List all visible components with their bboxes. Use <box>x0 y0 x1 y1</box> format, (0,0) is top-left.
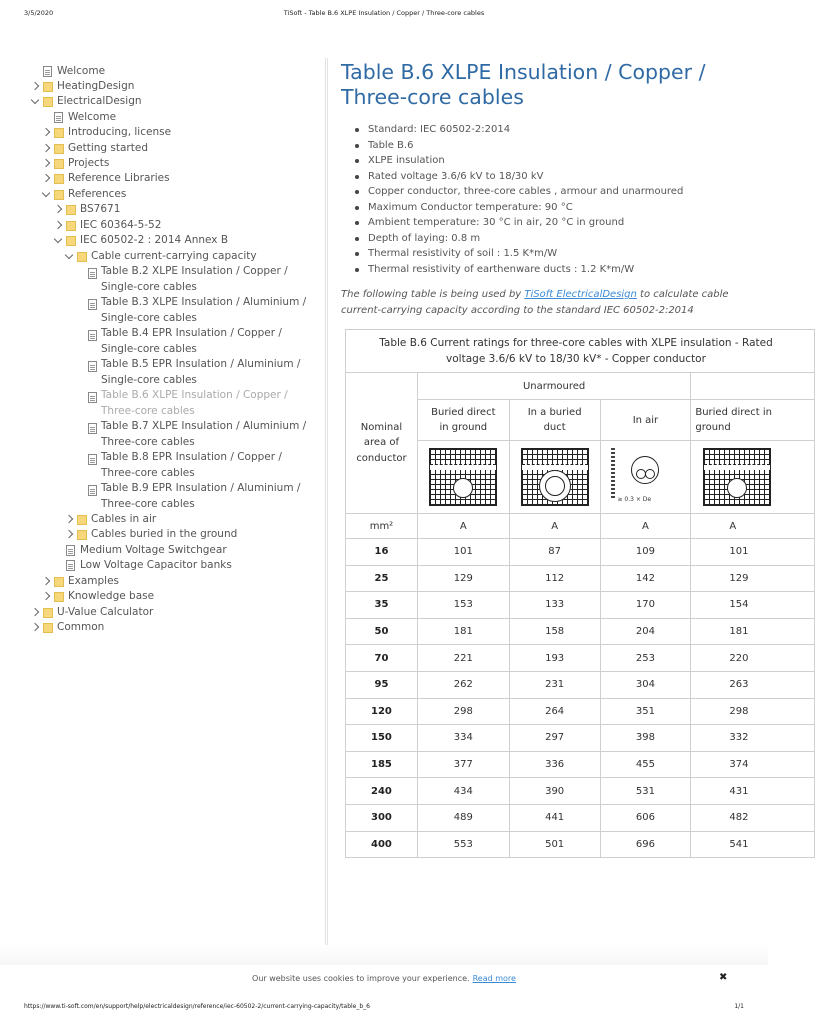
spec-item: Ambient temperature: 30 °C in air, 20 °C in ground <box>368 215 743 231</box>
page-icon <box>88 485 97 496</box>
usage-note <box>341 287 743 319</box>
cable-icon <box>631 456 659 484</box>
page-icon <box>88 423 97 434</box>
tree-item-table-b2[interactable]: Table B.2 XLPE Insulation / Copper / Single-core cables <box>88 264 302 279</box>
cookie-text: Our website uses cookies to improve your experience. <box>252 974 470 983</box>
wall-icon <box>611 448 615 498</box>
table-row: 400 553 501 696 541 <box>346 831 815 858</box>
chevron-right-icon[interactable] <box>42 159 50 167</box>
chevron-right-icon[interactable] <box>54 205 62 213</box>
page-title: Table B.6 XLPE Insulation / Copper / Three-core cables <box>341 60 706 109</box>
chevron-right-icon[interactable] <box>42 592 50 600</box>
tree-item-table-b7[interactable]: Table B.7 XLPE Insulation / Aluminium / Three-core cables <box>88 419 302 434</box>
spec-item: Thermal resistivity of soil : 1.5 K*m/W <box>368 246 743 262</box>
unit-current: A <box>509 514 600 539</box>
folder-icon <box>54 159 64 169</box>
sidebar-divider[interactable] <box>325 58 328 958</box>
page-icon <box>88 454 97 465</box>
col-header-buried-armoured: Buried direct in ground <box>691 400 815 441</box>
folder-icon <box>54 577 64 587</box>
page-icon <box>88 392 97 403</box>
chevron-down-icon[interactable] <box>65 251 73 259</box>
note-text-after: to calculate cable current-carrying capacity according to the standard IEC 60502-2:2014 <box>341 289 729 316</box>
tree-item-table-b4[interactable]: Table B.4 EPR Insulation / Copper / Single-core cables <box>88 326 302 341</box>
page-icon <box>88 330 97 341</box>
chevron-right-icon[interactable] <box>42 577 50 585</box>
table-row: 16 101 87 109 101 <box>346 539 815 566</box>
chevron-down-icon[interactable] <box>31 96 39 104</box>
col-header-buried-direct: Buried direct in ground <box>417 400 509 441</box>
group-header-unarmoured: Unarmoured <box>417 373 690 400</box>
diagram-buried-duct <box>509 441 600 514</box>
spec-item: Rated voltage 3.6/6 kV to 18/30 kV <box>368 169 743 185</box>
tree-item-table-b8[interactable]: Table B.8 EPR Insulation / Copper / Three-core cables <box>88 450 302 465</box>
table-viewport[interactable] <box>345 329 773 855</box>
note-text-before: The following table is being used by <box>341 289 525 300</box>
unit-current: A <box>600 514 691 539</box>
page-icon <box>43 66 52 77</box>
folder-icon <box>43 97 53 107</box>
folder-icon <box>77 530 87 540</box>
page-icon <box>66 560 75 571</box>
folder-icon <box>43 82 53 92</box>
spec-list <box>341 122 743 277</box>
folder-icon <box>77 252 87 262</box>
duct-icon <box>539 470 571 502</box>
folder-icon <box>77 515 87 525</box>
folder-icon <box>54 190 64 200</box>
table-row: 150 334 297 398 332 <box>346 725 815 752</box>
folder-icon <box>66 205 76 215</box>
page-icon <box>88 268 97 279</box>
folder-icon <box>66 236 76 246</box>
main-content <box>341 60 743 319</box>
tree-item-table-b3[interactable]: Table B.3 XLPE Insulation / Aluminium / Single-core cables <box>88 295 302 310</box>
chevron-right-icon[interactable] <box>65 515 73 523</box>
tree-item-table-b5[interactable]: Table B.5 EPR Insulation / Aluminium / Single-core cables <box>88 357 302 372</box>
print-page-number: 1/1 <box>734 1003 744 1010</box>
table-row: 300 489 441 606 482 <box>346 804 815 831</box>
folder-icon <box>66 221 76 231</box>
table-row: 120 298 264 351 298 <box>346 698 815 725</box>
chevron-right-icon[interactable] <box>31 608 39 616</box>
col-header-buried-duct: In a buried duct <box>509 400 600 441</box>
cookie-bar-shadow <box>0 945 768 965</box>
unit-current: A <box>417 514 509 539</box>
chevron-down-icon[interactable] <box>54 235 62 243</box>
table-caption: Table B.6 Current ratings for three-core cables with XLPE insulation - Rated voltage 3.6/6 kV to 18/30 kV* - Copper conductor <box>346 330 815 373</box>
table-row: 35 153 133 170 154 <box>346 592 815 619</box>
tree-item-table-b9[interactable]: Table B.9 EPR Insulation / Aluminium / Three-core cables <box>88 481 302 496</box>
spec-item: Standard: IEC 60502-2:2014 <box>368 122 743 138</box>
unit-size: mm² <box>346 514 418 539</box>
diagram-buried-armoured <box>691 441 815 514</box>
table-row: 50 181 158 204 181 <box>346 618 815 645</box>
print-title: TiSoft - Table B.6 XLPE Insulation / Copper / Three-core cables <box>283 9 485 17</box>
folder-icon <box>54 144 64 154</box>
spec-item: Table B.6 <box>368 138 743 154</box>
spec-item: Depth of laying: 0.8 m <box>368 231 743 247</box>
folder-icon <box>54 592 64 602</box>
page-icon <box>66 545 75 556</box>
col-header-size: Nominal area of conductor <box>346 373 418 514</box>
current-ratings-table <box>345 329 815 858</box>
chevron-down-icon[interactable] <box>42 189 50 197</box>
chevron-right-icon[interactable] <box>42 144 50 152</box>
print-url: https://www.ti-soft.com/en/support/help/electricaldesign/reference/iec-60502-2/current-carrying-capacity/table_b_6 <box>24 1003 371 1010</box>
table-row: 25 129 112 142 129 <box>346 565 815 592</box>
close-icon[interactable]: ✖ <box>719 972 728 983</box>
table-row: 70 221 193 253 220 <box>346 645 815 672</box>
table-row: 95 262 231 304 263 <box>346 671 815 698</box>
print-date: 3/5/2020 <box>24 9 54 17</box>
tisoft-electricaldesign-link[interactable]: TiSoft ElectricalDesign <box>524 289 637 300</box>
diagram-in-air <box>600 441 691 514</box>
unit-current: A <box>691 514 815 539</box>
chevron-right-icon[interactable] <box>31 623 39 631</box>
spec-item: Copper conductor, three-core cables , armour and unarmoured <box>368 184 743 200</box>
chevron-right-icon[interactable] <box>42 174 50 182</box>
air-spacing-label: ≥ 0.3 × De <box>617 496 652 503</box>
diagram-buried-direct <box>417 441 509 514</box>
folder-icon <box>54 174 64 184</box>
page-icon <box>88 299 97 310</box>
table-row: 240 434 390 531 431 <box>346 778 815 805</box>
page-icon <box>88 361 97 372</box>
cookie-banner <box>0 974 768 983</box>
chevron-right-icon[interactable] <box>31 82 39 90</box>
folder-icon <box>43 608 53 618</box>
group-header-armoured <box>691 373 815 400</box>
spec-item: XLPE insulation <box>368 153 743 169</box>
col-header-in-air: In air <box>600 400 691 441</box>
page-icon <box>54 112 63 123</box>
spec-item: Thermal resistivity of earthenware ducts : 1.2 K*m/W <box>368 262 743 278</box>
table-row: 185 377 336 455 374 <box>346 751 815 778</box>
spec-item: Maximum Conductor temperature: 90 °C <box>368 200 743 216</box>
chevron-right-icon[interactable] <box>42 128 50 136</box>
folder-icon <box>54 128 64 138</box>
chevron-right-icon[interactable] <box>54 221 62 229</box>
tree-item-table-b6[interactable]: Table B.6 XLPE Insulation / Copper / Three-core cables <box>88 388 302 403</box>
read-more-link[interactable]: Read more <box>472 974 516 983</box>
chevron-right-icon[interactable] <box>65 530 73 538</box>
folder-icon <box>43 623 53 633</box>
